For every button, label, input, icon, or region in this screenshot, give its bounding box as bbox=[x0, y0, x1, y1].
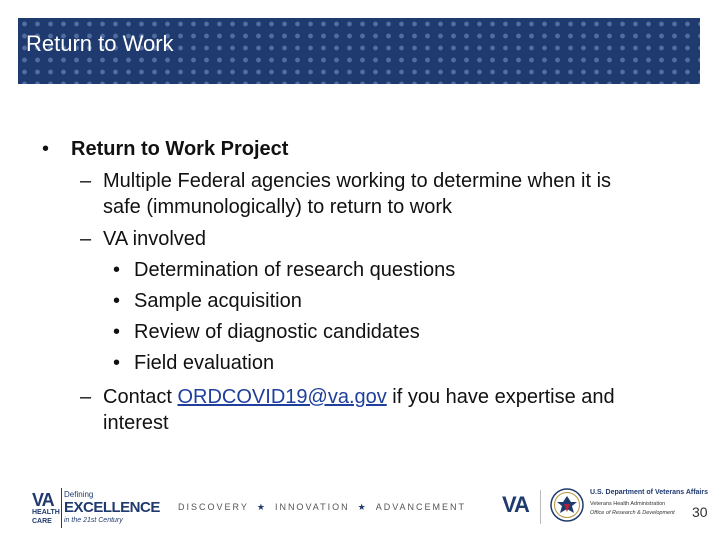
slide-title: Return to Work bbox=[26, 31, 174, 56]
bullet-marker: • bbox=[113, 290, 121, 312]
va-health-care-mark bbox=[32, 488, 64, 528]
list-item-research-questions: Determination of research questions bbox=[134, 259, 456, 281]
administration-name: Veterans Health Administration bbox=[590, 501, 666, 507]
star-icon: ★ bbox=[256, 502, 267, 512]
va-seal-icon bbox=[550, 488, 584, 522]
health-text: HEALTH bbox=[32, 509, 60, 516]
subitem-contact-line2: interest bbox=[103, 412, 169, 434]
dash-marker: – bbox=[80, 228, 92, 250]
logo-divider bbox=[540, 490, 541, 524]
va-health-care-logo bbox=[32, 488, 160, 528]
contact-prefix: Contact bbox=[103, 386, 178, 408]
century-text: in the 21st Century bbox=[64, 517, 123, 524]
defining-text: Defining bbox=[64, 490, 94, 499]
bullet-marker: • bbox=[42, 138, 50, 160]
star-icon: ★ bbox=[357, 502, 368, 512]
subitem-federal-agencies-line1: Multiple Federal agencies working to determine when it is bbox=[103, 170, 612, 192]
footer bbox=[0, 480, 720, 540]
bullet-marker: • bbox=[113, 352, 121, 374]
dash-marker: – bbox=[80, 386, 92, 408]
email-link[interactable]: ORDCOVID19@va.gov bbox=[177, 386, 387, 408]
care-text: CARE bbox=[32, 518, 52, 525]
department-name: U.S. Department of Veterans Affairs bbox=[590, 489, 708, 496]
subitem-federal-agencies-line2: safe (immunologically) to return to work bbox=[103, 196, 453, 218]
tagline-discovery: DISCOVERY bbox=[178, 502, 249, 512]
logo-divider bbox=[61, 488, 62, 528]
va-logo-text: VA bbox=[502, 492, 529, 517]
office-name: Office of Research & Development bbox=[590, 510, 675, 516]
bullet-return-to-work-project: Return to Work Project bbox=[71, 138, 289, 160]
va-logo-text: VA bbox=[32, 490, 54, 510]
excellence-text: EXCELLENCE bbox=[64, 499, 160, 516]
dash-marker: – bbox=[80, 170, 92, 192]
list-item-diagnostic-candidates: Review of diagnostic candidates bbox=[134, 321, 420, 343]
list-item-field-evaluation: Field evaluation bbox=[134, 352, 275, 374]
contact-suffix: if you have expertise and bbox=[386, 386, 615, 408]
tagline-advancement: ADVANCEMENT bbox=[375, 502, 467, 512]
footer-tagline bbox=[178, 502, 466, 513]
page-number: 30 bbox=[692, 504, 708, 520]
subitem-va-involved: VA involved bbox=[103, 228, 207, 250]
bullet-marker: • bbox=[113, 321, 121, 343]
tagline-innovation: INNOVATION bbox=[274, 502, 350, 512]
bullet-marker: • bbox=[113, 259, 121, 281]
subitem-contact bbox=[103, 384, 615, 410]
list-item-sample-acquisition: Sample acquisition bbox=[134, 290, 302, 312]
